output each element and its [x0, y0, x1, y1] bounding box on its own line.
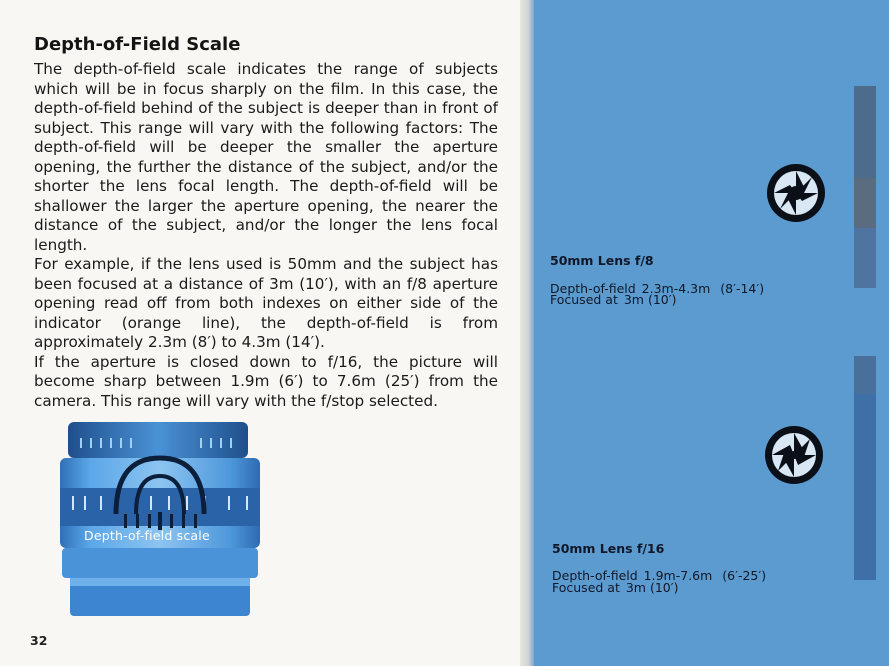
aperture-icon — [764, 425, 824, 485]
dof-value: 1.9m-7.6m — [643, 568, 713, 583]
lens-illustration — [50, 418, 270, 618]
index-tab — [854, 228, 876, 288]
caption-focus-line — [552, 582, 678, 594]
dof-imperial: (8′-14′) — [720, 281, 765, 296]
caption-title: 50mm Lens f/8 — [550, 253, 654, 268]
caption-title: 50mm Lens f/16 — [552, 541, 665, 556]
page-number: 32 — [30, 633, 48, 648]
caption-focus-line — [550, 294, 676, 306]
index-tab — [854, 394, 876, 580]
focus-value: 3m (10′) — [623, 292, 677, 307]
index-tab — [854, 86, 876, 178]
focus-label: Focused at — [550, 292, 618, 307]
focus-label: Focused at — [552, 580, 620, 595]
page-heading: Depth-of-Field Scale — [34, 34, 241, 55]
body-text — [34, 60, 498, 411]
paragraph-3: If the aperture is closed down to f/16, the picture will become sharp between 1.9m (6′) to 7.6m (25′) from the camera. This range will vary with the f/stop selected. — [34, 352, 498, 410]
paragraph-2: For example, if the lens used is 50mm and the subject has been focused at a distance of 3m (10′), with an f/8 aperture opening read off from both indexes on either side of the indicator (orange line), the depth-of-field is from approximately 2.3m (8′) to 4.3m (14′). — [34, 255, 498, 351]
aperture-icon — [766, 163, 826, 223]
right-page — [530, 0, 889, 666]
dof-value: 2.3m-4.3m — [641, 281, 711, 296]
figure-label: Depth-of-field scale — [84, 528, 210, 543]
dof-label: Depth-of-field — [552, 568, 638, 583]
page-gutter — [520, 0, 534, 666]
focus-value: 3m (10′) — [625, 580, 679, 595]
index-tab — [854, 178, 876, 228]
paragraph-1: The depth-of-field scale indicates the range of subjects which will be in focus sharply on the film. In this case, the depth-of-field behind of the subject is deeper than in front of subject. This range will vary with the following factors: The depth-of-field will be deeper the smaller the aperture opening, the further the distance of the subject, and/or the shorter the lens focal length. The depth-of-field will be shallower the larger the aperture opening, the nearer the distance of the subject, and/or the longer the lens focal length. — [34, 60, 498, 254]
dof-imperial: (6′-25′) — [722, 568, 767, 583]
dof-label: Depth-of-field — [550, 281, 636, 296]
index-tab — [854, 356, 876, 394]
